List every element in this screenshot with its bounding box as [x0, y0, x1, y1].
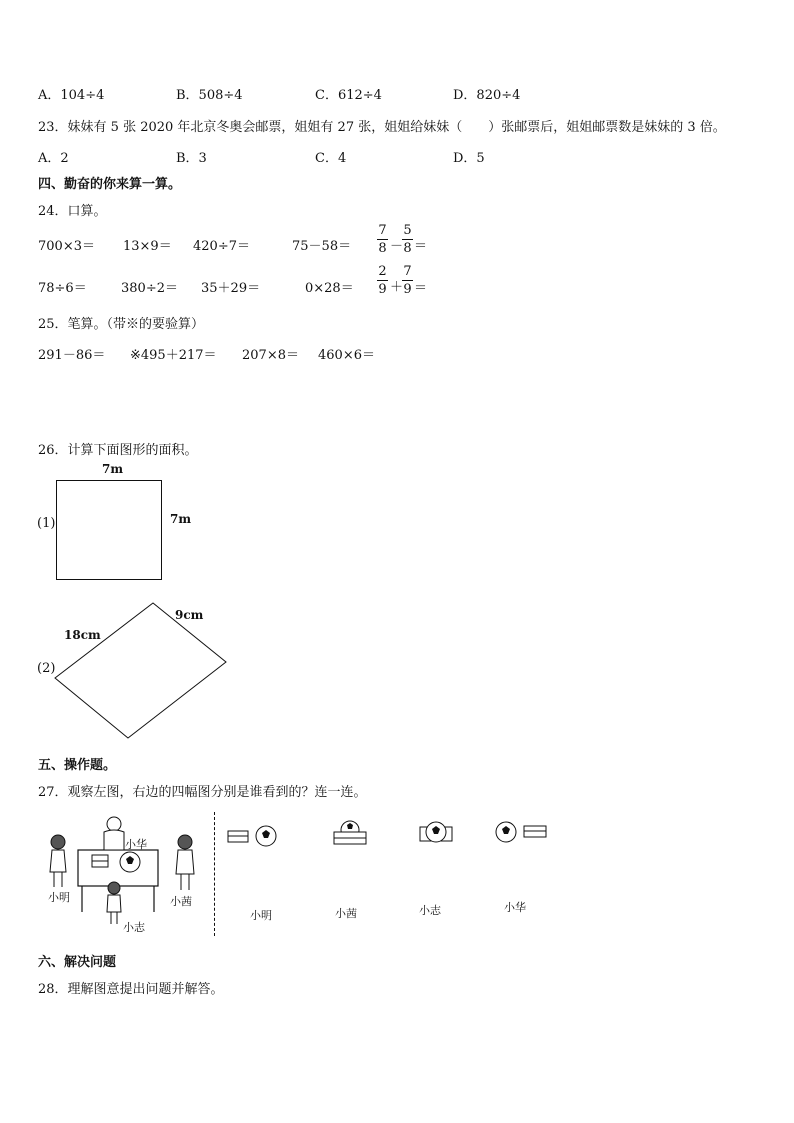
- section-5-title: 五、操作题。: [38, 758, 117, 773]
- denominator: 8: [378, 241, 387, 256]
- question-28: 28．理解图意提出问题并解答。: [38, 982, 224, 997]
- written-calc-item: 291－86＝: [38, 348, 106, 363]
- numerator: 7: [378, 223, 387, 238]
- operator: ＋: [390, 280, 404, 295]
- option-b: B．508÷4: [176, 88, 243, 103]
- equals-sign: ＝: [414, 281, 428, 296]
- option-c: C．612÷4: [315, 88, 382, 103]
- person-label-xiaohua: 小华: [125, 838, 147, 851]
- question-24-label: 24．口算。: [38, 204, 107, 219]
- operator: －: [390, 239, 404, 254]
- option-d: D．5: [453, 151, 485, 166]
- rectangle-figure: [50, 598, 230, 743]
- person-label-xiaoming: 小明: [48, 891, 70, 904]
- fraction: [377, 223, 388, 256]
- dashed-divider: [214, 812, 215, 936]
- mental-math-item: 78÷6＝: [38, 281, 87, 296]
- section-6-title: 六、解决问题: [38, 955, 117, 970]
- mental-math-item: 13×9＝: [123, 239, 172, 254]
- figure-1-tag: (1): [37, 516, 56, 531]
- option-a: A．104÷4: [38, 88, 105, 103]
- written-calc-item: 460×6＝: [318, 348, 375, 363]
- numerator: 7: [403, 264, 412, 279]
- view-label: 小志: [419, 904, 441, 917]
- view-box-ball: [226, 822, 282, 852]
- option-b: B．3: [176, 151, 207, 166]
- square-figure: [56, 480, 162, 580]
- mental-math-item: 0×28＝: [305, 281, 354, 296]
- equals-sign: ＝: [414, 239, 428, 254]
- numerator: 2: [378, 264, 387, 279]
- person-label-xiaoqian: 小茜: [170, 895, 192, 908]
- mental-math-item: 35＋29＝: [201, 281, 261, 296]
- fraction: [377, 264, 388, 297]
- denominator: 9: [378, 282, 387, 297]
- written-calc-item: ※495＋217＝: [130, 348, 217, 363]
- view-ball-box: [492, 818, 552, 848]
- fraction: [402, 264, 413, 297]
- option-c: C．4: [315, 151, 347, 166]
- question-25-label: 25．笔算。（带※的要验算）: [38, 317, 205, 332]
- rectangle-short-dimension: 9cm: [175, 608, 204, 622]
- view-label: 小华: [504, 901, 526, 914]
- square-top-dimension: 7m: [102, 462, 124, 476]
- mental-math-item: 700×3＝: [38, 239, 95, 254]
- written-calc-item: 207×8＝: [242, 348, 299, 363]
- option-d: D．820÷4: [453, 88, 521, 103]
- square-side-dimension: 7m: [170, 512, 192, 526]
- option-a: A．2: [38, 151, 69, 166]
- mental-math-item: 380÷2＝: [121, 281, 178, 296]
- section-4-title: 四、勤奋的你来算一算。: [38, 177, 182, 192]
- mental-math-item: 75－58＝: [292, 239, 352, 254]
- question-27-label: 27．观察左图，右边的四幅图分别是谁看到的？连一连。: [38, 785, 367, 800]
- person-label-xiaozhi: 小志: [123, 921, 145, 934]
- numerator: 5: [403, 223, 412, 238]
- denominator: 9: [403, 282, 412, 297]
- question-26-label: 26．计算下面图形的面积。: [38, 443, 198, 458]
- view-ball-front-box: [416, 818, 456, 852]
- fraction: [402, 223, 413, 256]
- view-label: 小茜: [335, 907, 357, 920]
- mental-math-item: 420÷7＝: [193, 239, 250, 254]
- view-label: 小明: [250, 909, 272, 922]
- figure-2-tag: (2): [37, 661, 56, 676]
- rectangle-long-dimension: 18cm: [64, 628, 101, 642]
- denominator: 8: [403, 241, 412, 256]
- view-ball-over-box: [330, 818, 370, 852]
- question-23: 23．妹妹有 5 张 2020 年北京冬奥会邮票，姐姐有 27 张，姐姐给妹妹（ ）张邮票后，姐姐邮票数是妹妹的 3 倍。: [38, 120, 726, 135]
